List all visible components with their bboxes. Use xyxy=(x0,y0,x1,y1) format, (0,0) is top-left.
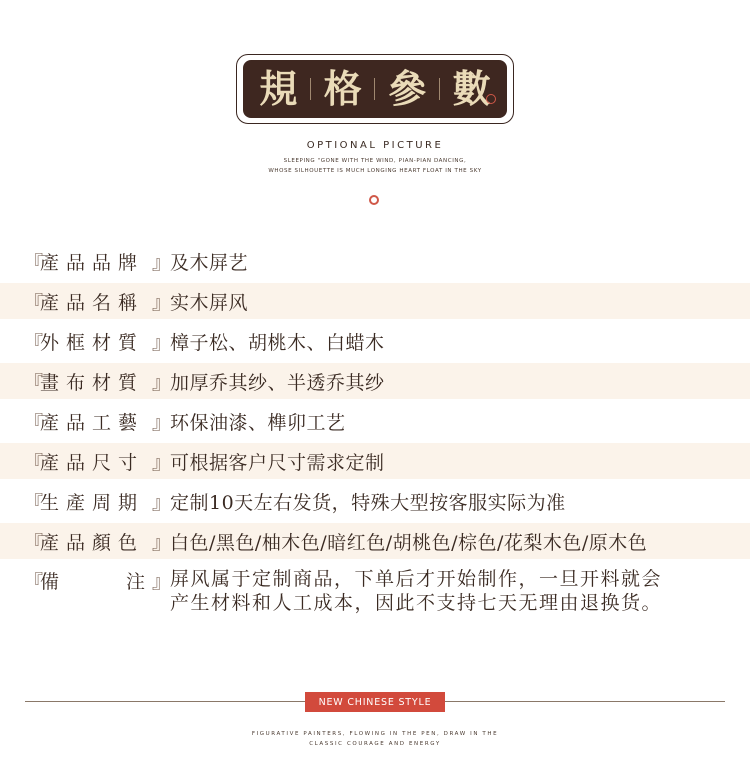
close-bracket: 』 xyxy=(152,371,172,394)
spec-value xyxy=(170,563,710,615)
spec-label: 產品尺寸 xyxy=(40,451,145,474)
seal-dot-icon xyxy=(486,94,496,104)
title-char: 參 xyxy=(388,66,427,111)
close-bracket: 』 xyxy=(152,491,172,514)
notes-line1: 屏风属于定制商品，下单后才开始制作，一旦开料就会 xyxy=(170,568,663,590)
spec-value: 实木屏风 xyxy=(170,291,249,314)
close-bracket: 』 xyxy=(152,411,172,434)
open-bracket: 『 xyxy=(24,411,44,434)
spec-row-notes xyxy=(0,563,750,623)
spec-label: 外框材質 xyxy=(40,331,145,354)
spec-value: 加厚乔其纱、半透乔其纱 xyxy=(170,371,385,394)
title-divider xyxy=(310,78,311,100)
open-bracket: 『 xyxy=(24,291,44,314)
spec-value: 定制10天左右发货，特殊大型按客服实际为准 xyxy=(170,491,566,514)
spec-label: 產品品牌 xyxy=(40,251,145,274)
open-bracket: 『 xyxy=(24,371,44,394)
open-bracket: 『 xyxy=(24,491,44,514)
english-subtitle-line1: SLEEPING "GONE WITH THE WIND, PIAN-PIAN DANCING, xyxy=(283,158,467,164)
spec-list xyxy=(0,243,750,627)
open-bracket: 『 xyxy=(24,251,44,274)
style-badge: NEW CHINESE STYLE xyxy=(305,692,445,712)
spec-value: 及木屏艺 xyxy=(170,251,249,274)
english-heading: OPTIONAL PICTURE xyxy=(306,140,444,151)
spec-row-name xyxy=(0,283,750,319)
spec-row-frame-material xyxy=(0,323,750,359)
title-char: 格 xyxy=(323,66,362,111)
spec-row-size xyxy=(0,443,750,479)
close-bracket: 』 xyxy=(152,251,172,274)
spec-value: 白色/黑色/柚木色/暗红色/胡桃色/棕色/花梨木色/原木色 xyxy=(170,531,648,554)
spec-row-canvas-material xyxy=(0,363,750,399)
spec-label: 畫布材質 xyxy=(40,371,145,394)
open-bracket: 『 xyxy=(24,531,44,554)
spec-label xyxy=(40,563,152,594)
spec-value: 可根据客户尺寸需求定制 xyxy=(170,451,385,474)
spec-label-last-char: 注 xyxy=(125,571,152,593)
spec-label: 產品顏色 xyxy=(40,531,145,554)
close-bracket: 』 xyxy=(152,291,172,314)
close-bracket: 』 xyxy=(152,331,172,354)
spec-label: 產品名稱 xyxy=(40,291,145,314)
plaque-panel xyxy=(243,60,507,118)
title-divider xyxy=(439,78,440,100)
title-plaque xyxy=(236,54,514,124)
footer-text-line1: FIGURATIVE PAINTERS, FLOWING IN THE PEN, DRAW IN THE xyxy=(251,731,499,737)
title-char: 數 xyxy=(452,66,491,111)
open-bracket: 『 xyxy=(24,571,44,593)
ring-ornament-icon xyxy=(369,195,379,205)
spec-row-lead-time xyxy=(0,483,750,519)
spec-value: 樟子松、胡桃木、白蜡木 xyxy=(170,331,385,354)
title-char: 規 xyxy=(259,66,298,111)
close-bracket: 』 xyxy=(152,531,172,554)
spec-label: 生產周期 xyxy=(40,491,145,514)
spec-value: 环保油漆、榫卯工艺 xyxy=(170,411,346,434)
open-bracket: 『 xyxy=(24,451,44,474)
english-subtitle-line2: WHOSE SILHOUETTE IS MUCH LONGING HEART FLOAT IN THE SKY xyxy=(268,168,482,174)
footer-text-line2: CLASSIC COURAGE AND ENERGY xyxy=(309,741,441,747)
close-bracket: 』 xyxy=(152,571,172,593)
title-divider xyxy=(374,78,375,100)
open-bracket: 『 xyxy=(24,331,44,354)
spec-label-first-char: 備 xyxy=(40,571,67,593)
notes-line2: 产生材料和人工成本，因此不支持七天无理由退换货。 xyxy=(170,592,663,614)
spec-row-craft xyxy=(0,403,750,439)
spec-label: 產品工藝 xyxy=(40,411,145,434)
spec-row-colors xyxy=(0,523,750,559)
spec-row-brand xyxy=(0,243,750,279)
close-bracket: 』 xyxy=(152,451,172,474)
